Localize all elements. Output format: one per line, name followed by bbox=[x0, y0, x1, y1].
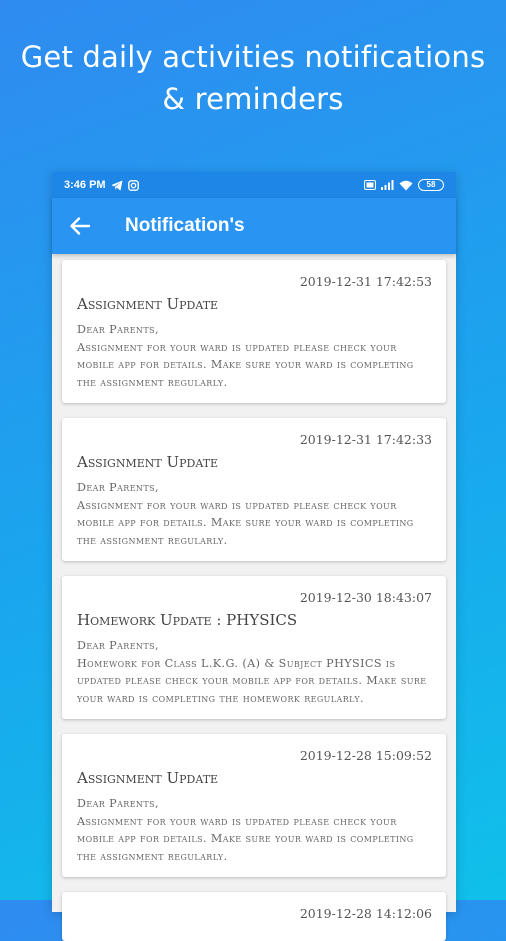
notification-list[interactable] bbox=[52, 254, 456, 941]
notification-message: Assignment for your ward is updated please check your mobile app for details. Make sure your ward is completing the assignment regularly. bbox=[77, 498, 414, 547]
wifi-icon bbox=[399, 180, 413, 191]
notification-body bbox=[77, 321, 432, 391]
notification-greeting: Dear Parents, bbox=[77, 481, 159, 494]
battery-icon bbox=[418, 179, 444, 191]
notification-message: Homework for Class L.K.G. (A) & Subject PHYSICS is updated please check your mobile app for details. Make sure your ward is completing the homework regularly. bbox=[77, 656, 427, 705]
notification-card[interactable] bbox=[62, 260, 446, 403]
notification-card[interactable] bbox=[62, 734, 446, 877]
volte-icon bbox=[364, 180, 376, 190]
notification-card[interactable] bbox=[62, 418, 446, 561]
promo-line-2: & reminders bbox=[162, 82, 344, 116]
notification-title: Homework Update : PHYSICS bbox=[77, 611, 298, 629]
battery-level: 58 bbox=[426, 180, 436, 189]
notification-title: Assignment Update bbox=[77, 453, 219, 471]
instagram-icon bbox=[128, 180, 139, 191]
notification-card[interactable] bbox=[62, 576, 446, 719]
notification-title: Assignment Update bbox=[77, 769, 219, 787]
notification-message: Assignment for your ward is updated please check your mobile app for details. Make sure your ward is completing the assignment regularly. bbox=[77, 340, 414, 389]
promo-line-1: Get daily activities notifications bbox=[20, 40, 486, 74]
back-button[interactable] bbox=[68, 214, 92, 238]
notification-greeting: Dear Parents, bbox=[77, 797, 159, 810]
notification-time: 2019-12-28 14:12:06 bbox=[299, 906, 432, 921]
page-title: Notification's bbox=[125, 215, 245, 236]
phone-screen bbox=[52, 172, 456, 921]
status-time: 3:46 PM bbox=[64, 179, 106, 191]
status-bar bbox=[52, 172, 456, 198]
notification-greeting: Dear Parents, bbox=[77, 639, 159, 652]
arrow-left-icon bbox=[70, 217, 90, 235]
notification-title: Assignment Update bbox=[77, 295, 219, 313]
notification-time: 2019-12-31 17:42:33 bbox=[299, 432, 432, 447]
notification-time: 2019-12-28 15:09:52 bbox=[299, 748, 432, 763]
telegram-icon bbox=[111, 180, 123, 191]
promo-headline bbox=[0, 36, 506, 120]
notification-card[interactable] bbox=[62, 892, 446, 941]
notification-body bbox=[77, 479, 432, 549]
notification-time: 2019-12-30 18:43:07 bbox=[299, 590, 432, 605]
notification-greeting: Dear Parents, bbox=[77, 323, 159, 336]
signal-icon bbox=[381, 180, 394, 190]
app-bar bbox=[52, 198, 456, 254]
notification-body bbox=[77, 795, 432, 865]
notification-message: Assignment for your ward is updated please check your mobile app for details. Make sure your ward is completing the assignment regularly. bbox=[77, 814, 414, 863]
notification-time: 2019-12-31 17:42:53 bbox=[299, 274, 432, 289]
notification-body bbox=[77, 637, 432, 707]
